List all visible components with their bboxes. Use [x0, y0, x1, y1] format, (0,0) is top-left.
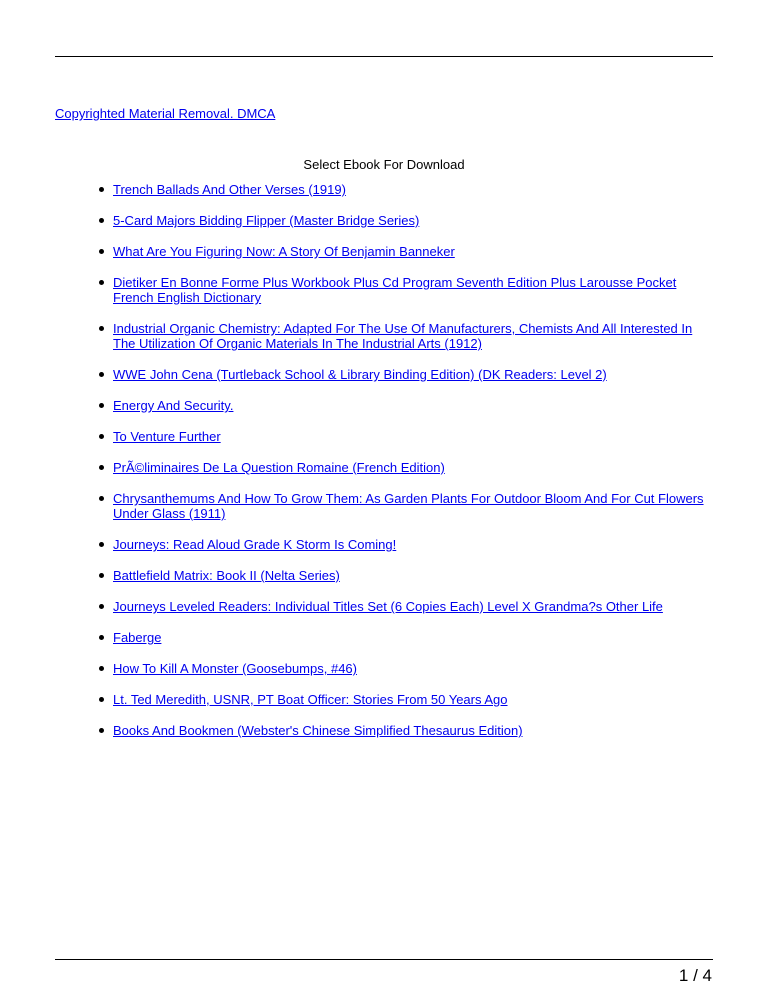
- bullet-icon: [99, 496, 104, 501]
- ebook-link[interactable]: To Venture Further: [113, 429, 221, 444]
- ebook-link[interactable]: Dietiker En Bonne Forme Plus Workbook Plus Cd Program Seventh Edition Plus Larousse Pocket French English Dictionary: [113, 275, 677, 305]
- bullet-icon: [99, 403, 104, 408]
- list-item: [97, 491, 707, 521]
- list-item: [97, 429, 707, 444]
- list-item: [97, 661, 707, 676]
- ebook-link[interactable]: Trench Ballads And Other Verses (1919): [113, 182, 346, 197]
- bullet-icon: [99, 372, 104, 377]
- list-item: [97, 213, 707, 228]
- list-item: [97, 599, 707, 614]
- list-item: [97, 321, 707, 351]
- ebook-link[interactable]: Lt. Ted Meredith, USNR, PT Boat Officer: Stories From 50 Years Ago: [113, 692, 508, 707]
- page-indicator: 1 / 4: [678, 966, 712, 985]
- bullet-icon: [99, 326, 104, 331]
- bullet-icon: [99, 187, 104, 192]
- bullet-icon: [99, 218, 104, 223]
- bullet-icon: [99, 280, 104, 285]
- ebook-link[interactable]: Industrial Organic Chemistry: Adapted For The Use Of Manufacturers, Chemists And All Interested In The Utilization Of Organic Materials In The Industrial Arts (1912): [113, 321, 693, 351]
- list-item: [97, 692, 707, 707]
- ebook-link[interactable]: 5-Card Majors Bidding Flipper (Master Bridge Series): [113, 213, 420, 228]
- dmca-link[interactable]: Copyrighted Material Removal. DMCA: [55, 106, 276, 121]
- list-item: [97, 723, 707, 738]
- bullet-icon: [99, 249, 104, 254]
- list-item: [97, 275, 707, 305]
- list-item: [97, 568, 707, 583]
- ebook-link[interactable]: How To Kill A Monster (Goosebumps, #46): [113, 661, 357, 676]
- ebook-link[interactable]: What Are You Figuring Now: A Story Of Benjamin Banneker: [113, 244, 455, 259]
- ebook-list: [97, 182, 707, 754]
- ebook-link[interactable]: PrÃ©liminaires De La Question Romaine (French Edition): [113, 460, 445, 475]
- bullet-icon: [99, 666, 104, 671]
- ebook-link[interactable]: Chrysanthemums And How To Grow Them: As Garden Plants For Outdoor Bloom And For Cut Flowers Under Glass (1911): [113, 491, 704, 521]
- ebook-link[interactable]: Energy And Security.: [113, 398, 234, 413]
- bullet-icon: [99, 465, 104, 470]
- list-item: [97, 367, 707, 382]
- bullet-icon: [99, 635, 104, 640]
- list-item: [97, 398, 707, 413]
- list-item: [97, 537, 707, 552]
- bullet-icon: [99, 434, 104, 439]
- top-divider: [55, 56, 713, 57]
- ebook-link[interactable]: Journeys: Read Aloud Grade K Storm Is Coming!: [113, 537, 397, 552]
- bullet-icon: [99, 542, 104, 547]
- list-item: [97, 460, 707, 475]
- list-item: [97, 630, 707, 645]
- section-heading: Select Ebook For Download: [303, 157, 465, 172]
- list-item: [97, 182, 707, 197]
- bullet-icon: [99, 697, 104, 702]
- ebook-link[interactable]: Journeys Leveled Readers: Individual Titles Set (6 Copies Each) Level X Grandma?s Other Life: [113, 599, 663, 614]
- list-item: [97, 244, 707, 259]
- ebook-link[interactable]: Books And Bookmen (Webster's Chinese Simplified Thesaurus Edition): [113, 723, 523, 738]
- ebook-link[interactable]: Faberge: [113, 630, 162, 645]
- bottom-divider: [55, 959, 713, 960]
- ebook-link[interactable]: Battlefield Matrix: Book II (Nelta Series): [113, 568, 340, 583]
- bullet-icon: [99, 604, 104, 609]
- bullet-icon: [99, 728, 104, 733]
- bullet-icon: [99, 573, 104, 578]
- ebook-link[interactable]: WWE John Cena (Turtleback School & Library Binding Edition) (DK Readers: Level 2): [113, 367, 607, 382]
